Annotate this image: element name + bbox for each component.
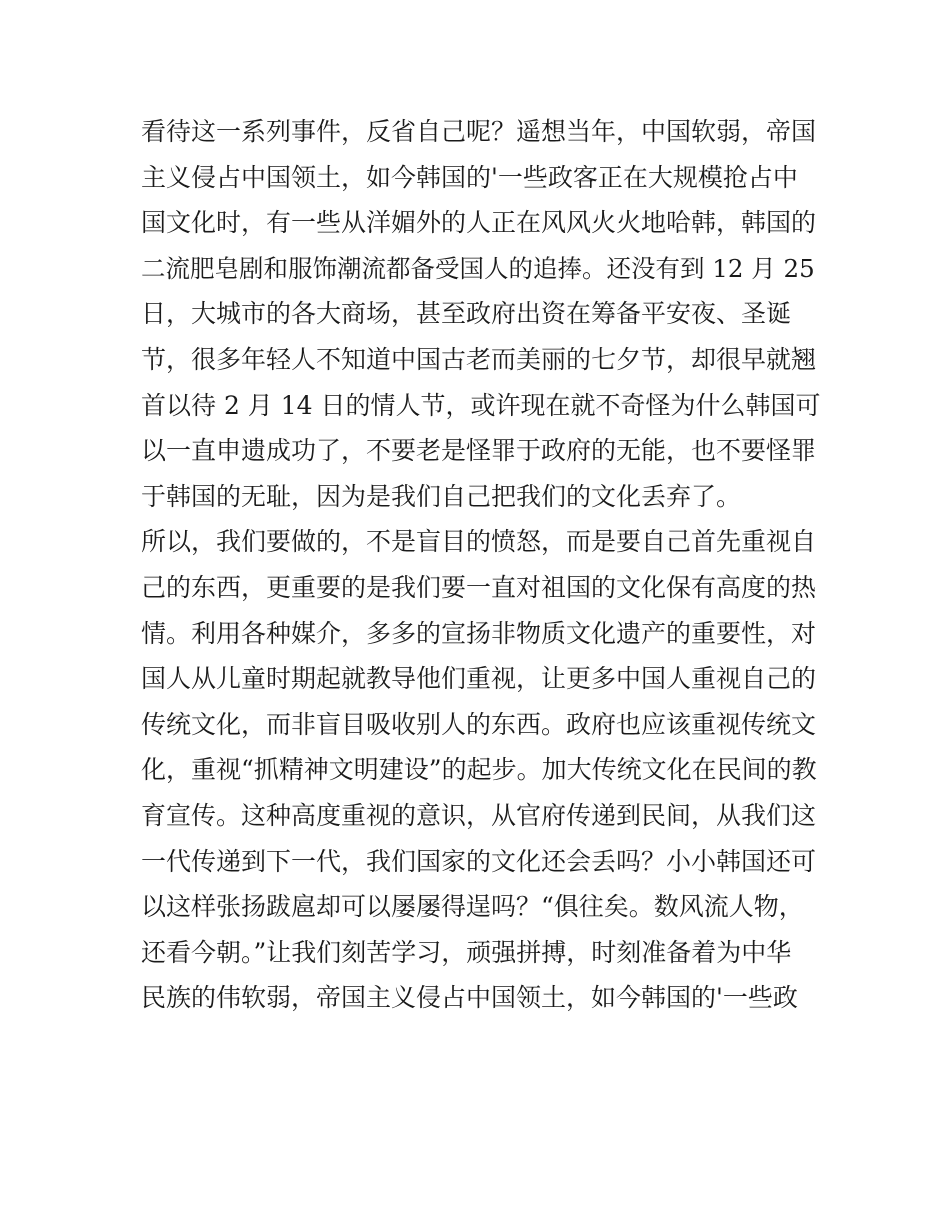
text-line: 节，很多年轻人不知道中国古老而美丽的七夕节，却很早就翘	[141, 344, 817, 374]
text-line: 情。利用各种媒介，多多的宣扬非物质文化遗产的重要性，对	[141, 618, 817, 648]
text-line: 看待这一系列事件，反省自己呢？遥想当年，中国软弱，帝国	[141, 117, 817, 146]
text-line: 己的东西，更重要的是我们要一直对祖国的文化保有高度的热	[141, 572, 817, 602]
text-line: 一代传递到下一代，我们国家的文化还会丢吗？小小韩国还可	[141, 846, 817, 876]
text-line: 于韩国的无耻，因为是我们自己把我们的文化丢弃了。	[141, 481, 742, 511]
text-line: 化，重视“抓精神文明建设”的起步。加大传统文化在民间的教	[141, 755, 817, 785]
text-line: 国文化时，有一些从洋媚外的人正在风风火火地哈韩，韩国的	[141, 208, 817, 238]
text-line: 还看今朝。”让我们刻苦学习，顽强拼搏，时刻准备着为中华	[141, 937, 792, 967]
text-line: 所以，我们要做的，不是盲目的愤怒，而是要自己首先重视自	[141, 527, 817, 557]
text-line: 日，大城市的各大商场，甚至政府出资在筹备平安夜、圣诞	[141, 299, 792, 329]
text-line: 民族的伟软弱，帝国主义侵占中国领土，如今韩国的'一些政	[141, 983, 798, 1013]
text-line: 育宣传。这种高度重视的意识，从官府传递到民间，从我们这	[141, 800, 817, 830]
text-line: 国人从儿童时期起就教导他们重视，让更多中国人重视自己的	[141, 664, 817, 694]
text-line: 首以待 2 月 14 日的情人节，或许现在就不奇怪为什么韩国可	[141, 390, 821, 420]
text-line: 主义侵占中国领土，如今韩国的'一些政客正在大规模抢占中	[141, 162, 798, 192]
text-line: 以这样张扬跋扈却可以屡屡得逞吗？“俱往矣。数风流人物，	[141, 892, 804, 922]
text-line: 传统文化，而非盲目吸收别人的东西。政府也应该重视传统文	[141, 709, 817, 739]
text-line: 二流肥皂剧和服饰潮流都备受国人的追捧。还没有到 12 月 25	[141, 253, 815, 283]
body-text	[141, 109, 821, 1021]
text-line: 以一直申遗成功了，不要老是怪罪于政府的无能，也不要怪罪	[141, 436, 817, 466]
